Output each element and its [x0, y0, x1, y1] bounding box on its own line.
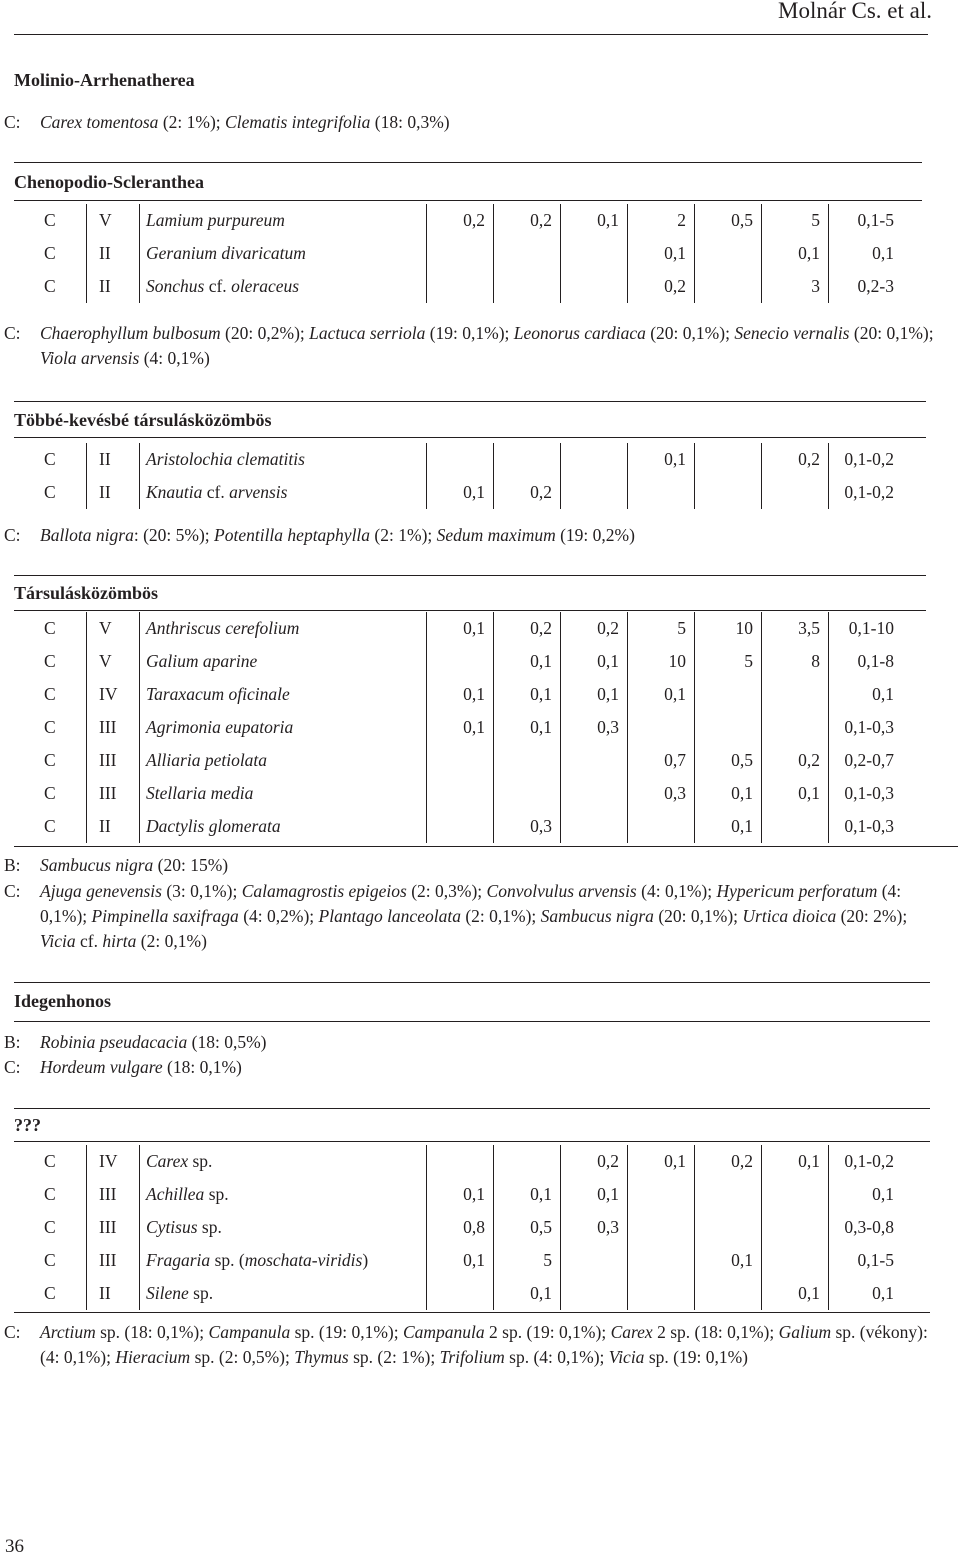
range-cell: 0,1-0,2 [829, 443, 903, 476]
section-rule [14, 437, 926, 438]
constancy-cell: V [87, 645, 140, 678]
range-cell: 0,1-10 [829, 612, 903, 645]
releve-1-cell [427, 777, 494, 810]
section-title-chenopodio: Chenopodio-Scleranthea [14, 172, 205, 192]
layer-cell: C [44, 816, 56, 836]
releve-5-cell [695, 1211, 762, 1244]
releve-2-cell [494, 1145, 561, 1178]
layer-cell: C [44, 684, 56, 704]
constancy-cell: III [87, 777, 140, 810]
releve-1-cell: 0,1 [427, 476, 494, 509]
species-cell: Stellaria media [140, 777, 427, 810]
releve-2-cell: 0,2 [494, 612, 561, 645]
range-cell: 0,1 [829, 237, 903, 270]
releve-3-cell [561, 1277, 628, 1310]
note-text: Ajuga genevensis (3: 0,1%); Calamagrostis epigeios (2: 0,3%); Convolvulus arvensis (4: 0,1%); Hypericum perforatum (4: 0,1%); Pimpinella saxifraga (4: 0,2%); Plantago lanceolata (2: 0,1%); Sambucus nigra (20: 0,1%); Urtica dioica (20: 2%); Vicia cf. hirta (2: 0,1%) [40, 881, 908, 951]
releve-5-cell [695, 237, 762, 270]
note-text: Arctium sp. (18: 0,1%); Campanula sp. (19: 0,1%); Campanula 2 sp. (19: 0,1%); Carex 2 sp. (18: 0,1%); Galium sp. (vékony): (4: 0,1%); Hieracium sp. (2: 0,5%); Thymus sp. (2: 1%); Trifolium sp. (4: 0,1%); Vicia sp. (19: 0,1%) [40, 1322, 928, 1367]
species-table-unknown [28, 1145, 902, 1310]
species-cell: Taraxacum oficinale [140, 678, 427, 711]
releve-4-cell: 5 [628, 612, 695, 645]
range-cell: 0,3-0,8 [829, 1211, 903, 1244]
layer-cell: C [44, 618, 56, 638]
section-rule [14, 982, 930, 983]
species-cell: Lamium purpureum [140, 204, 427, 237]
species-table-tarsulaskozombos [28, 612, 902, 843]
releve-4-cell: 0,7 [628, 744, 695, 777]
note-unknown-c [4, 1320, 934, 1370]
constancy-cell: IV [87, 1145, 140, 1178]
note-text: Robinia pseudacacia (18: 0,5%) [40, 1032, 267, 1052]
releve-6-cell: 5 [762, 204, 829, 237]
section-title-idegenhonos: Idegenhonos [14, 991, 112, 1011]
releve-5-cell: 0,1 [695, 1244, 762, 1277]
constancy-cell: II [87, 270, 140, 303]
releve-3-cell: 0,1 [561, 645, 628, 678]
section-title-tarsulaskozombos: Társulásközömbös [14, 583, 159, 603]
releve-6-cell: 0,1 [762, 1145, 829, 1178]
layer-cell: C [44, 243, 56, 263]
releve-1-cell [427, 443, 494, 476]
table-row [28, 476, 902, 509]
section-title-molinio: Molinio-Arrhenatherea [14, 70, 195, 90]
header-rule [14, 34, 928, 35]
layer-cell: C [44, 1250, 56, 1270]
releve-2-cell: 0,1 [494, 711, 561, 744]
releve-5-cell: 5 [695, 645, 762, 678]
note-idegenhonos-c [4, 1055, 934, 1080]
section-rule [14, 1021, 930, 1022]
table-row [28, 1244, 902, 1277]
species-cell: Silene sp. [140, 1277, 427, 1310]
releve-1-cell [427, 645, 494, 678]
releve-1-cell: 0,1 [427, 711, 494, 744]
releve-6-cell: 0,1 [762, 1277, 829, 1310]
releve-2-cell: 0,3 [494, 810, 561, 843]
releve-2-cell: 0,1 [494, 1178, 561, 1211]
section-rule [14, 1141, 930, 1142]
releve-1-cell: 0,8 [427, 1211, 494, 1244]
releve-5-cell: 0,1 [695, 810, 762, 843]
section-rule [14, 162, 922, 163]
layer-cell: C [44, 750, 56, 770]
table-row [28, 443, 902, 476]
releve-4-cell [628, 1244, 695, 1277]
releve-5-cell [695, 1277, 762, 1310]
releve-5-cell [695, 678, 762, 711]
releve-3-cell [561, 744, 628, 777]
layer-cell: C [44, 783, 56, 803]
range-cell: 0,1-8 [829, 645, 903, 678]
table-row [28, 1178, 902, 1211]
constancy-cell: II [87, 237, 140, 270]
note-label: C: [4, 112, 21, 132]
layer-cell: C [44, 1283, 56, 1303]
species-cell: Agrimonia eupatoria [140, 711, 427, 744]
table-row [28, 645, 902, 678]
range-cell: 0,1-0,2 [829, 476, 903, 509]
releve-1-cell [427, 1145, 494, 1178]
table-row [28, 678, 902, 711]
constancy-cell: V [87, 612, 140, 645]
range-cell: 0,1-5 [829, 204, 903, 237]
note-tarsulaskozombos-b [4, 853, 934, 878]
layer-cell: C [44, 1184, 56, 1204]
releve-6-cell: 3,5 [762, 612, 829, 645]
releve-3-cell: 0,1 [561, 1178, 628, 1211]
species-cell: Alliaria petiolata [140, 744, 427, 777]
releve-6-cell [762, 1244, 829, 1277]
constancy-cell: III [87, 1211, 140, 1244]
note-label: C: [4, 881, 21, 901]
section-rule [14, 575, 926, 576]
releve-3-cell: 0,2 [561, 612, 628, 645]
releve-2-cell: 0,2 [494, 204, 561, 237]
releve-2-cell [494, 270, 561, 303]
releve-5-cell: 0,5 [695, 744, 762, 777]
species-cell: Sonchus cf. oleraceus [140, 270, 427, 303]
range-cell: 0,1-0,3 [829, 777, 903, 810]
releve-2-cell: 0,1 [494, 678, 561, 711]
species-table-tobbe [28, 443, 902, 509]
releve-6-cell: 0,2 [762, 744, 829, 777]
table-row [28, 1211, 902, 1244]
releve-4-cell: 2 [628, 204, 695, 237]
releve-4-cell: 0,2 [628, 270, 695, 303]
releve-5-cell: 0,2 [695, 1145, 762, 1178]
note-tobbe-c [4, 523, 934, 548]
releve-5-cell [695, 1178, 762, 1211]
section-rule [14, 200, 922, 201]
table-row [28, 777, 902, 810]
section-rule [14, 401, 926, 402]
note-text: Ballota nigra: (20: 5%); Potentilla heptaphylla (2: 1%); Sedum maximum (19: 0,2%) [40, 525, 635, 545]
releve-1-cell: 0,2 [427, 204, 494, 237]
releve-4-cell: 0,1 [628, 678, 695, 711]
releve-1-cell: 0,1 [427, 612, 494, 645]
releve-6-cell: 8 [762, 645, 829, 678]
species-cell: Knautia cf. arvensis [140, 476, 427, 509]
constancy-cell: III [87, 744, 140, 777]
releve-6-cell: 0,1 [762, 777, 829, 810]
releve-1-cell [427, 1277, 494, 1310]
releve-3-cell: 0,1 [561, 204, 628, 237]
table-row [28, 237, 902, 270]
releve-2-cell: 0,1 [494, 645, 561, 678]
range-cell: 0,1-5 [829, 1244, 903, 1277]
releve-5-cell: 0,5 [695, 204, 762, 237]
note-text: Sambucus nigra (20: 15%) [40, 855, 229, 875]
table-row [28, 1277, 902, 1310]
table-row [28, 270, 902, 303]
releve-6-cell [762, 678, 829, 711]
releve-1-cell: 0,1 [427, 678, 494, 711]
section-rule [14, 1312, 930, 1313]
constancy-cell: IV [87, 678, 140, 711]
releve-6-cell: 0,1 [762, 237, 829, 270]
range-cell: 0,1-0,3 [829, 810, 903, 843]
releve-3-cell [561, 810, 628, 843]
note-label: C: [4, 525, 21, 545]
releve-3-cell [561, 270, 628, 303]
layer-cell: C [44, 1151, 56, 1171]
releve-3-cell [561, 443, 628, 476]
table-row [28, 744, 902, 777]
releve-2-cell: 0,5 [494, 1211, 561, 1244]
releve-3-cell [561, 1244, 628, 1277]
releve-3-cell [561, 476, 628, 509]
note-tarsulaskozombos-c [4, 879, 934, 954]
note-label: B: [4, 855, 21, 875]
releve-5-cell [695, 443, 762, 476]
releve-6-cell [762, 810, 829, 843]
species-cell: Achillea sp. [140, 1178, 427, 1211]
constancy-cell: III [87, 711, 140, 744]
releve-4-cell: 0,1 [628, 1145, 695, 1178]
constancy-cell: III [87, 1178, 140, 1211]
releve-6-cell [762, 476, 829, 509]
releve-5-cell [695, 270, 762, 303]
species-cell: Cytisus sp. [140, 1211, 427, 1244]
constancy-cell: III [87, 1244, 140, 1277]
releve-3-cell: 0,2 [561, 1145, 628, 1178]
running-header-author: Molnár Cs. et al. [778, 0, 932, 23]
releve-2-cell [494, 237, 561, 270]
note-label: B: [4, 1032, 21, 1052]
releve-4-cell [628, 810, 695, 843]
layer-cell: C [44, 482, 56, 502]
constancy-cell: II [87, 1277, 140, 1310]
species-cell: Geranium divaricatum [140, 237, 427, 270]
releve-2-cell: 0,2 [494, 476, 561, 509]
releve-2-cell [494, 777, 561, 810]
releve-2-cell: 0,1 [494, 1277, 561, 1310]
releve-4-cell [628, 1211, 695, 1244]
releve-1-cell: 0,1 [427, 1244, 494, 1277]
releve-4-cell [628, 1178, 695, 1211]
releve-3-cell [561, 237, 628, 270]
layer-cell: C [44, 449, 56, 469]
releve-4-cell: 0,1 [628, 443, 695, 476]
releve-4-cell: 0,1 [628, 237, 695, 270]
layer-cell: C [44, 717, 56, 737]
page-number: 36 [5, 1536, 24, 1557]
section-rule [14, 610, 926, 611]
note-chenopodio-c [4, 321, 934, 371]
section-title-tobbe: Többé-kevésbé társulásközömbös [14, 410, 272, 430]
releve-2-cell [494, 443, 561, 476]
releve-4-cell: 10 [628, 645, 695, 678]
releve-4-cell: 0,3 [628, 777, 695, 810]
releve-6-cell: 0,2 [762, 443, 829, 476]
releve-6-cell [762, 1178, 829, 1211]
releve-5-cell [695, 476, 762, 509]
constancy-cell: II [87, 810, 140, 843]
table-row [28, 711, 902, 744]
releve-6-cell: 3 [762, 270, 829, 303]
releve-3-cell: 0,1 [561, 678, 628, 711]
releve-4-cell [628, 711, 695, 744]
species-cell: Anthriscus cerefolium [140, 612, 427, 645]
note-label: C: [4, 323, 21, 343]
releve-4-cell [628, 476, 695, 509]
constancy-cell: II [87, 443, 140, 476]
note-text: Carex tomentosa (2: 1%); Clematis integrifolia (18: 0,3%) [40, 112, 450, 132]
releve-5-cell: 0,1 [695, 777, 762, 810]
releve-3-cell [561, 777, 628, 810]
note-text: Hordeum vulgare (18: 0,1%) [40, 1057, 242, 1077]
releve-2-cell [494, 744, 561, 777]
species-cell: Galium aparine [140, 645, 427, 678]
releve-1-cell [427, 810, 494, 843]
releve-6-cell [762, 1211, 829, 1244]
releve-3-cell: 0,3 [561, 711, 628, 744]
releve-1-cell [427, 270, 494, 303]
note-text: Chaerophyllum bulbosum (20: 0,2%); Lactuca serriola (19: 0,1%); Leonorus cardiaca (20: 0,1%); Senecio vernalis (20: 0,1%); Viola arvensis (4: 0,1%) [40, 323, 934, 368]
releve-4-cell [628, 1277, 695, 1310]
note-molinio-c [4, 110, 934, 135]
note-idegenhonos-b [4, 1030, 934, 1055]
range-cell: 0,2-0,7 [829, 744, 903, 777]
layer-cell: C [44, 1217, 56, 1237]
section-rule [14, 1108, 930, 1109]
range-cell: 0,1 [829, 678, 903, 711]
constancy-cell: II [87, 476, 140, 509]
releve-1-cell [427, 237, 494, 270]
table-row [28, 1145, 902, 1178]
range-cell: 0,1 [829, 1178, 903, 1211]
species-cell: Carex sp. [140, 1145, 427, 1178]
range-cell: 0,1 [829, 1277, 903, 1310]
releve-2-cell: 5 [494, 1244, 561, 1277]
section-title-unknown: ??? [14, 1115, 41, 1135]
section-rule [14, 846, 958, 847]
releve-5-cell: 10 [695, 612, 762, 645]
range-cell: 0,1-0,3 [829, 711, 903, 744]
species-cell: Dactylis glomerata [140, 810, 427, 843]
table-row [28, 810, 902, 843]
table-row [28, 204, 902, 237]
note-label: C: [4, 1322, 21, 1342]
species-table-chenopodio [28, 204, 902, 303]
layer-cell: C [44, 651, 56, 671]
species-cell: Aristolochia clematitis [140, 443, 427, 476]
species-cell: Fragaria sp. (moschata-viridis) [140, 1244, 427, 1277]
releve-1-cell [427, 744, 494, 777]
range-cell: 0,1-0,2 [829, 1145, 903, 1178]
range-cell: 0,2-3 [829, 270, 903, 303]
releve-6-cell [762, 711, 829, 744]
releve-1-cell: 0,1 [427, 1178, 494, 1211]
layer-cell: C [44, 210, 56, 230]
releve-5-cell [695, 711, 762, 744]
releve-3-cell: 0,3 [561, 1211, 628, 1244]
constancy-cell: V [87, 204, 140, 237]
note-label: C: [4, 1057, 21, 1077]
table-row [28, 612, 902, 645]
layer-cell: C [44, 276, 56, 296]
